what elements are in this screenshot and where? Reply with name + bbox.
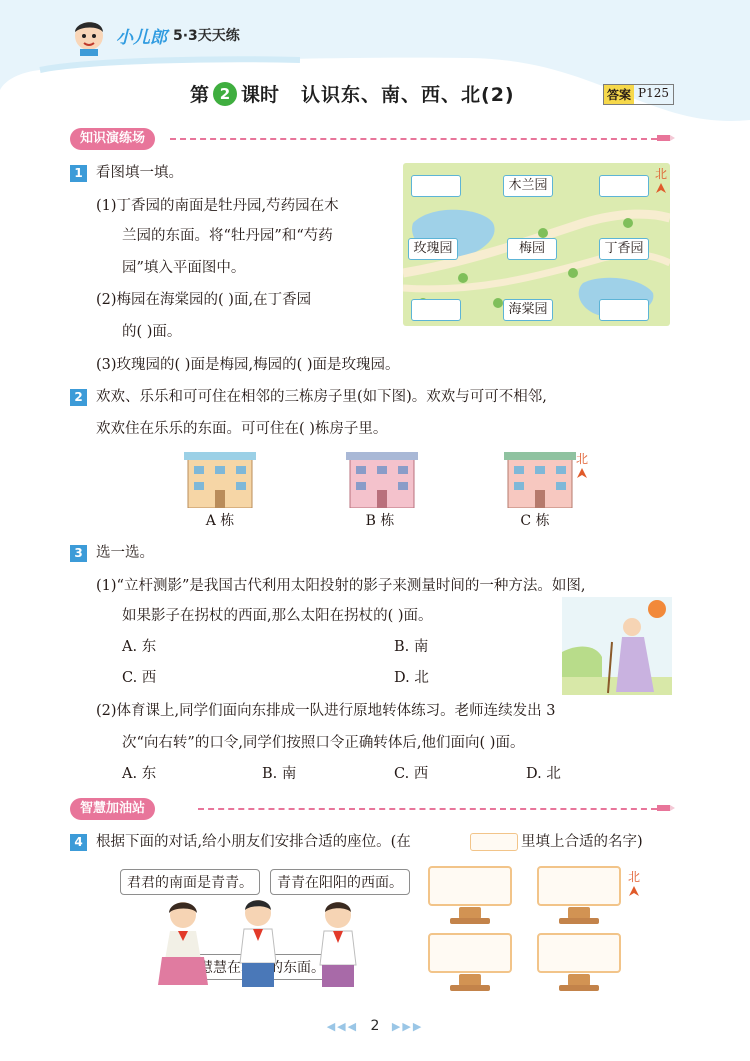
answer-label: 答案 bbox=[604, 85, 634, 104]
map-label-mulan: 木兰园 bbox=[503, 175, 553, 197]
north-label: 北 bbox=[575, 452, 588, 466]
seat-box-bottom-left bbox=[428, 933, 512, 973]
boy-mascot-icon bbox=[68, 14, 110, 56]
q3-sub1-line2: 如果影子在拐杖的西面,那么太阳在拐杖的( )面。 bbox=[122, 608, 433, 624]
q3-sub1-option-b: B. 南 bbox=[394, 639, 429, 655]
seat-base bbox=[559, 985, 599, 991]
north-indicator bbox=[626, 868, 642, 899]
lesson-number-badge: 2 bbox=[213, 82, 237, 106]
seat-base bbox=[450, 918, 490, 924]
question-number: 4 bbox=[70, 834, 87, 851]
north-label: 北 bbox=[627, 870, 640, 884]
map-slot-bottom-right bbox=[599, 299, 649, 321]
dashed-divider bbox=[170, 138, 657, 140]
seat-box-top-left bbox=[428, 866, 512, 906]
lesson-suffix: 课时 bbox=[241, 84, 280, 106]
q3-sub2-option-a: A. 东 bbox=[122, 766, 157, 782]
q3-sub2-option-d: D. 北 bbox=[526, 766, 561, 782]
q3-sub1-option-d: D. 北 bbox=[394, 670, 429, 686]
page-footer bbox=[0, 1018, 750, 1034]
q3-sub2-option-c: C. 西 bbox=[394, 766, 429, 782]
north-indicator bbox=[653, 165, 669, 196]
map-slot-bottom-left bbox=[411, 299, 461, 321]
section-wisdom-title: 智慧加油站 bbox=[70, 798, 155, 820]
question-number: 1 bbox=[70, 165, 87, 182]
north-arrow-icon bbox=[577, 468, 587, 478]
lesson-prefix: 第 bbox=[190, 84, 210, 106]
q3-sub2-line2: 次“向右转”的口令,同学们按照口令正确转体后,他们面向( )面。 bbox=[122, 735, 525, 751]
building-a-label: A 栋 bbox=[205, 513, 235, 529]
q1-prompt: 看图填一填。 bbox=[96, 165, 183, 181]
q3-sub1-option-a: A. 东 bbox=[122, 639, 157, 655]
girl-figure bbox=[158, 902, 208, 985]
boy-figure-right bbox=[320, 902, 356, 987]
boy-figure-middle bbox=[240, 900, 276, 987]
section-wisdom-bar bbox=[70, 798, 675, 820]
q3-sub1-line1: (1)“立杆测影”是我国古代利用太阳投射的影子来测量时间的一种方法。如图, bbox=[96, 578, 586, 594]
map-label-meigui: 玫瑰园 bbox=[408, 238, 458, 260]
brand-name: 小儿郎 bbox=[116, 27, 167, 48]
elder-with-cane-illustration bbox=[562, 597, 672, 695]
map-label-dingxiang: 丁香园 bbox=[599, 238, 649, 260]
q4-line-before: 根据下面的对话,给小朋友们安排合适的座位。(在 bbox=[96, 834, 411, 850]
section-practice-bar bbox=[70, 128, 675, 150]
lesson-name: 认识东、南、西、北(2) bbox=[301, 84, 515, 106]
map-slot-top-right bbox=[599, 175, 649, 197]
seat-base bbox=[559, 918, 599, 924]
pencil-icon bbox=[657, 132, 675, 144]
q3-sub2-line1: (2)体育课上,同学们面向东排成一队进行原地转体练习。老师连续发出 3 bbox=[96, 703, 556, 719]
answer-reference bbox=[603, 84, 674, 105]
name-blank-sample bbox=[470, 833, 518, 851]
question-number: 2 bbox=[70, 389, 87, 406]
seat-box-top-right bbox=[537, 866, 621, 906]
seat-box-bottom-right bbox=[537, 933, 621, 973]
seat-base bbox=[450, 985, 490, 991]
q1-part3: (3)玫瑰园的( )面是梅园,梅园的( )面是玫瑰园。 bbox=[96, 357, 400, 373]
children-illustration bbox=[148, 895, 378, 991]
q3-sub2-option-b: B. 南 bbox=[262, 766, 297, 782]
north-arrow-icon bbox=[629, 886, 639, 896]
north-arrow-icon bbox=[656, 183, 666, 193]
answer-page: P125 bbox=[638, 86, 669, 100]
building-c-illustration bbox=[500, 448, 580, 508]
building-b-illustration bbox=[342, 448, 422, 508]
dashed-divider bbox=[198, 808, 657, 810]
north-indicator bbox=[574, 450, 590, 481]
q1-part2-line1: (2)梅园在海棠园的( )面,在丁香园 bbox=[96, 292, 312, 308]
q1-part1-line2: 兰园的东面。将“牡丹园”和“芍药 bbox=[122, 228, 333, 244]
brand bbox=[68, 14, 240, 56]
speech-bubble-2: 青青在阳阳的西面。 bbox=[270, 869, 410, 895]
q2-line1: 欢欢、乐乐和可可住在相邻的三栋房子里(如下图)。欢欢与可可不相邻, bbox=[96, 389, 547, 405]
left-arrows-icon: ◀◀◀ bbox=[326, 1020, 359, 1033]
right-arrows-icon: ▶▶▶ bbox=[391, 1020, 424, 1033]
question-number: 3 bbox=[70, 545, 87, 562]
map-label-meiyuan: 梅园 bbox=[507, 238, 557, 260]
q3-prompt: 选一选。 bbox=[96, 545, 154, 561]
north-label: 北 bbox=[654, 167, 667, 181]
map-label-haitang: 海棠园 bbox=[503, 299, 553, 321]
q3-sub1-option-c: C. 西 bbox=[122, 670, 157, 686]
q1-part1-line1: (1)丁香园的南面是牡丹园,芍药园在木 bbox=[96, 198, 339, 214]
section-practice-title: 知识演练场 bbox=[70, 128, 155, 150]
page-number: 2 bbox=[370, 1018, 380, 1034]
lesson-title bbox=[190, 80, 515, 107]
speech-bubble-1: 君君的南面是青青。 bbox=[120, 869, 260, 895]
building-b-label: B 栋 bbox=[365, 513, 395, 529]
q1-part1-line3: 园”填入平面图中。 bbox=[122, 260, 246, 276]
series-name: 5·3天天练 bbox=[173, 28, 240, 44]
q4-line-after: 里填上合适的名字) bbox=[521, 834, 643, 850]
garden-map bbox=[403, 163, 670, 326]
map-slot-top-left bbox=[411, 175, 461, 197]
q2-line2: 欢欢住在乐乐的东面。可可住在( )栋房子里。 bbox=[96, 421, 388, 437]
building-c-label: C 栋 bbox=[520, 513, 550, 529]
q1-part2-line2: 的( )面。 bbox=[122, 324, 182, 340]
pencil-icon bbox=[657, 802, 675, 814]
building-a-illustration bbox=[180, 448, 260, 508]
